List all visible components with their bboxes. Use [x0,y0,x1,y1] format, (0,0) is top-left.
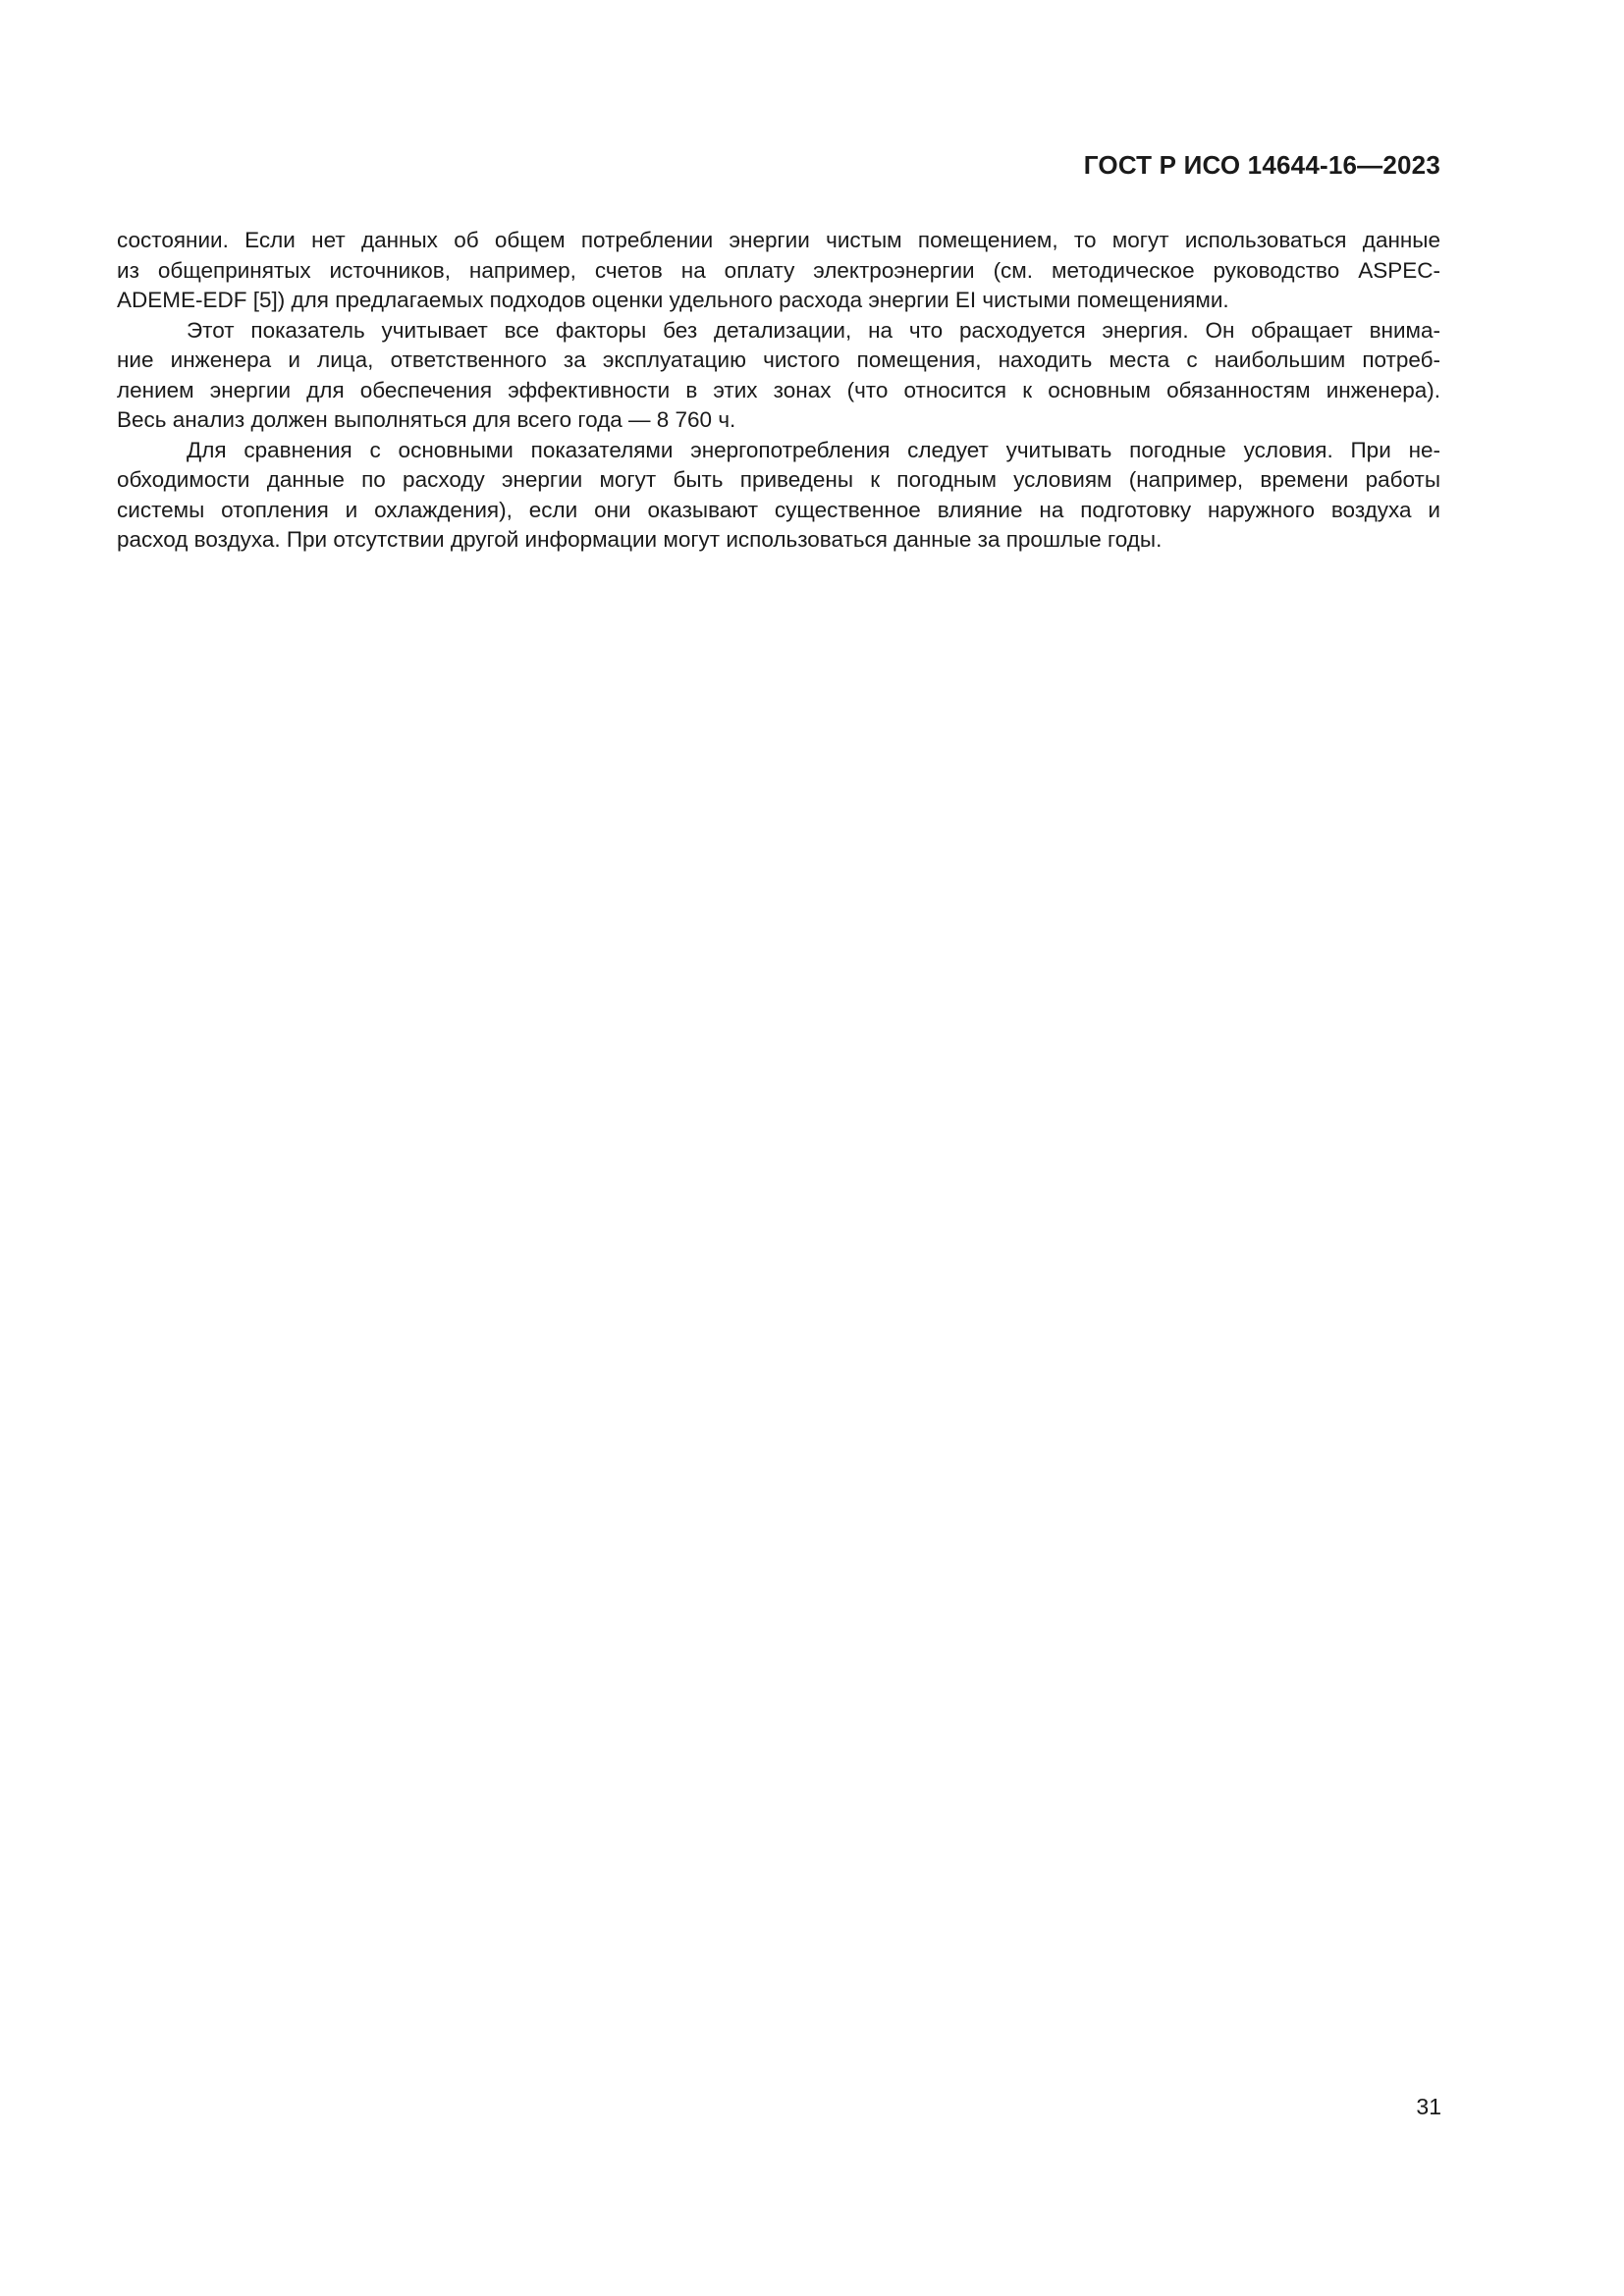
text-line: Для сравнения с основными показателями энергопотребления следует учитывать погодные условия. При не- [187,437,1440,462]
text-line: ние инженера и лица, ответственного за эксплуатацию чистого помещения, находить места с наибольшим потреб- [117,347,1440,372]
text-line: Весь анализ должен выполняться для всего года — 8 760 ч. [117,407,736,432]
document-body [117,226,1440,556]
text-line: состоянии. Если нет данных об общем потреблении энергии чистым помещением, то могут использоваться данные [117,228,1440,252]
text-line: лением энергии для обеспечения эффективности в этих зонах (что относится к основным обязанностям инженера). [117,377,1440,402]
text-line: обходимости данные по расходу энергии могут быть приведены к погодным условиям (например, времени работы [117,467,1440,492]
text-line: из общепринятых источников, например, счетов на оплату электроэнергии (см. методическое руководство ASPEC- [117,257,1440,283]
text-line: расход воздуха. При отсутствии другой информации могут использоваться данные за прошлые годы. [117,527,1163,552]
text-line: ADEME-EDF [5]) для предлагаемых подходов оценки удельного расхода энергии EI чистыми помещениями. [117,288,1229,312]
document-header: ГОСТ Р ИСО 14644-16—2023 [1083,150,1440,180]
text-line: Этот показатель учитывает все факторы без детализации, на что расходуется энергия. Он обращает внима- [187,317,1440,343]
page-number: 31 [1416,2094,1441,2119]
text-line: системы отопления и охлаждения), если они оказывают существенное влияние на подготовку наружного воздуха и [117,497,1440,522]
